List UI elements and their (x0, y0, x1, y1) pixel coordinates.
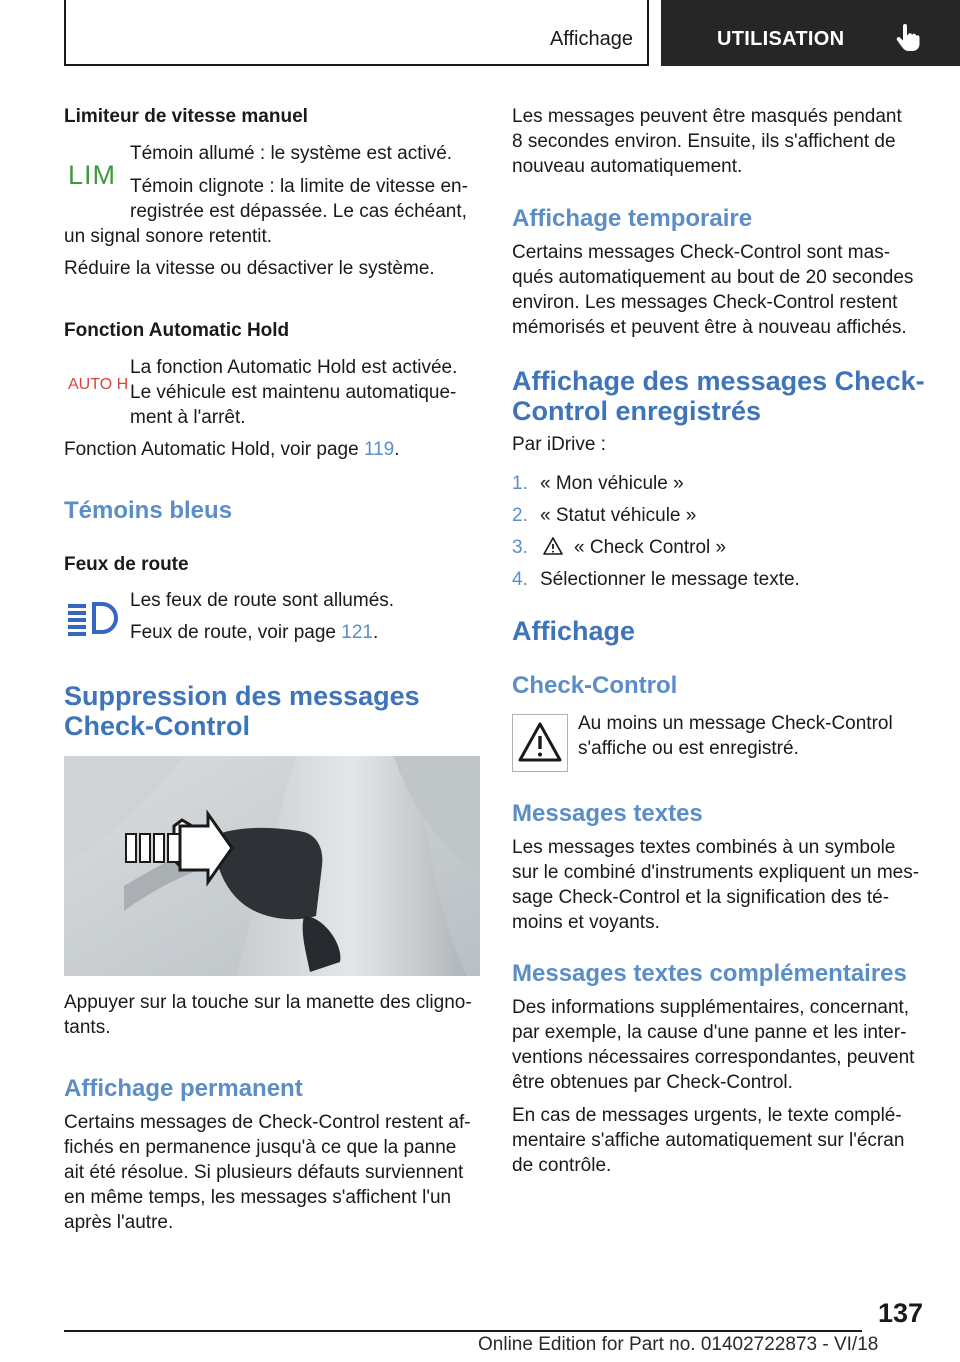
step-number: 1. (512, 473, 528, 494)
step-number: 3. (512, 537, 528, 558)
page-link-119[interactable]: 119 (363, 439, 395, 460)
header-section-title: Affichage (549, 28, 633, 50)
perm-line: après l'autre. (64, 1212, 174, 1233)
heading-stored-2: Control enregistrés (512, 396, 762, 426)
heading-permanent: Affichage permanent (64, 1075, 303, 1102)
feux-see-page-end: . (372, 622, 379, 643)
step-text: Sélectionner le message texte. (540, 569, 800, 590)
photo-caption-2: tants. (64, 1017, 111, 1038)
temp-line: Certains messages Check-Control sont mas‐ (512, 242, 891, 263)
perm-line: en même temps, les messages s'affichent l'un (64, 1187, 452, 1208)
heading-blue-indicators: Témoins bleus (64, 497, 233, 524)
msg-line: Les messages textes combinés à un symbole (512, 837, 896, 858)
temp-line: mémorisés et peuvent être à nouveau affichés. (512, 317, 907, 338)
feux-text-on: Les feux de route sont allumés. (130, 590, 395, 611)
footer-divider (64, 1330, 862, 1332)
heading-stored-1: Affichage des messages Check- (512, 366, 925, 396)
temp-line: environ. Les messages Check-Control restent (512, 292, 898, 313)
urgent-line: de contrôle. (512, 1155, 612, 1176)
heading-high-beam: Feux de route (64, 554, 189, 575)
heading-complementary: Messages textes complémentaires (512, 960, 907, 987)
right-column (512, 0, 932, 1300)
intro-line: Les messages peuvent être masqués pendant (512, 106, 902, 127)
heading-suppression-2: Check-Control (64, 711, 251, 741)
feux-see-page-text: Feux de route, voir page (130, 622, 342, 643)
heading-check-control: Check-Control (512, 672, 678, 699)
lim-text-blink-2: registrée est dépassée. Le cas échéant, (130, 201, 467, 222)
photo-caption-1: Appuyer sur la touche sur la manette des cligno‐ (64, 992, 472, 1013)
step-text: « Check Control » (574, 537, 727, 558)
lim-text-on: Témoin allumé : le système est activé. (130, 143, 453, 164)
check-control-warning-icon (512, 714, 568, 772)
page-link-121[interactable]: 121 (341, 622, 373, 643)
cc-line: Au moins un message Check-Control (578, 713, 893, 734)
auto-text-1: La fonction Automatic Hold est activée. (130, 357, 458, 378)
auto-see-page (64, 437, 400, 462)
intro-line: 8 secondes environ. Ensuite, ils s'affichent de (512, 131, 896, 152)
idrive-label: Par iDrive : (512, 434, 606, 455)
feux-see-page (130, 620, 378, 645)
page-number: 137 (878, 1298, 924, 1328)
high-beam-icon (66, 598, 122, 640)
step-number: 4. (512, 569, 528, 590)
lim-text-blink-1: Témoin clignote : la limite de vitesse en‐ (130, 176, 468, 197)
temp-line: qués automatiquement au bout de 20 secondes (512, 267, 914, 288)
heading-automatic-hold: Fonction Automatic Hold (64, 320, 290, 341)
perm-line: ait été résolue. Si plusieurs défauts surviennent (64, 1162, 464, 1183)
warning-triangle-icon (542, 536, 564, 556)
cc-line: s'affiche ou est enregistré. (578, 738, 799, 759)
auto-hold-indicator-icon: AUTO H (68, 376, 129, 393)
perm-line: fichés en permanence jusqu'à ce que la panne (64, 1137, 457, 1158)
msg-line: sur le combiné d'instruments expliquent un mes‐ (512, 862, 920, 883)
urgent-line: mentaire s'affiche automatiquement sur l'écran (512, 1130, 905, 1151)
header-chapter-title: UTILISATION (717, 28, 845, 50)
heading-temporary: Affichage temporaire (512, 205, 753, 232)
step-text: « Statut véhicule » (540, 505, 697, 526)
auto-text-3: ment à l'arrêt. (130, 407, 246, 428)
step-text: « Mon véhicule » (540, 473, 684, 494)
compl-line: Des informations supplémentaires, concernant, (512, 997, 910, 1018)
compl-line: être obtenues par Check-Control. (512, 1072, 793, 1093)
left-column (64, 0, 484, 1300)
auto-see-page-end: . (394, 439, 400, 460)
compl-line: ventions nécessaires correspondantes, peuvent (512, 1047, 915, 1068)
auto-see-page-text: Fonction Automatic Hold, voir page (64, 439, 364, 460)
intro-line: nouveau automatiquement. (512, 156, 743, 177)
lim-text-blink-3: un signal sonore retentit. (64, 226, 273, 247)
turn-signal-stalk-illustration (64, 756, 480, 976)
heading-text-messages: Messages textes (512, 800, 703, 827)
heading-suppression-1: Suppression des messages (64, 681, 420, 711)
urgent-line: En cas de messages urgents, le texte complé‐ (512, 1105, 902, 1126)
lim-indicator-icon: LIM (68, 160, 117, 190)
edition-info: Online Edition for Part no. 01402722873 - VI/18 (478, 1334, 879, 1355)
step-number: 2. (512, 505, 528, 526)
lim-text-reduce: Réduire la vitesse ou désactiver le système. (64, 258, 435, 279)
auto-text-2: Le véhicule est maintenu automatique‐ (130, 382, 457, 403)
msg-line: moins et voyants. (512, 912, 660, 933)
compl-line: par exemple, la cause d'une panne et les inter‐ (512, 1022, 907, 1043)
msg-line: sage Check-Control et la signification des té‐ (512, 887, 890, 908)
heading-display: Affichage (512, 616, 636, 646)
heading-speed-limiter: Limiteur de vitesse manuel (64, 106, 308, 127)
perm-line: Certains messages de Check-Control restent af‐ (64, 1112, 471, 1133)
